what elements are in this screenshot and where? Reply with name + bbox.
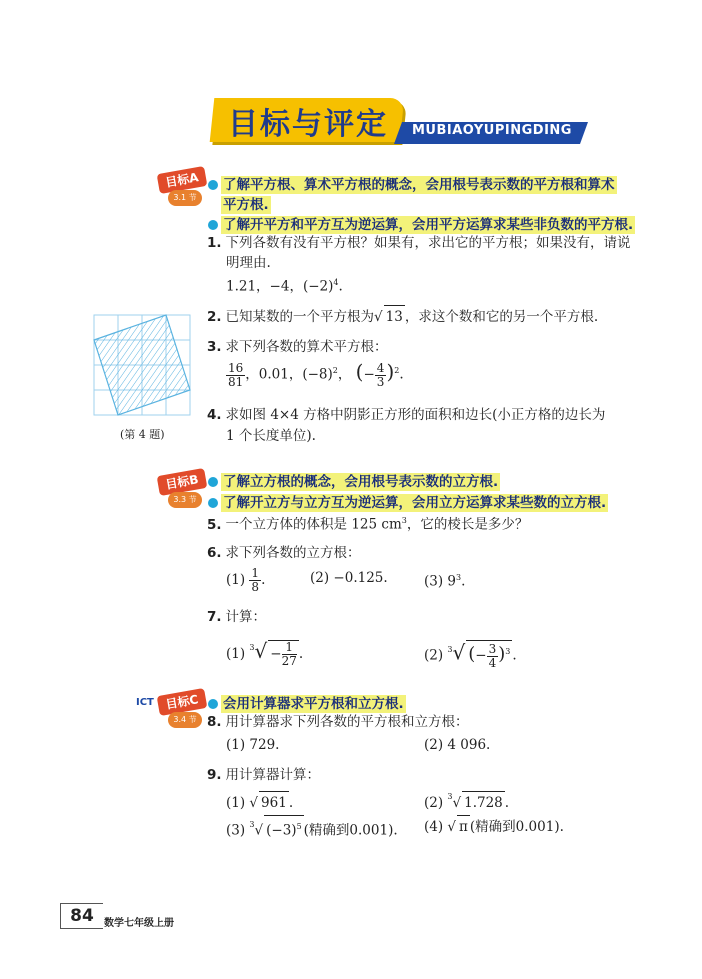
goal-a-label: 目标A [157,166,208,194]
question-5: 5. 一个立方体的体积是 125 $cm^3$，它的棱长是多少？ [207,516,529,533]
question-8-part-1: (1) 729. [226,737,280,753]
question-8: 8. 用计算器求下列各数的平方根和立方根： [207,714,469,730]
question-9: 9. 用计算器计算： [207,767,321,783]
goal-c-badge [158,692,210,732]
question-9-part-2: (2) $^3$√ 1.728 . [424,791,509,816]
figure-caption: (第 4 题) [120,428,165,441]
objective-a1-cont: 平方根. [223,197,269,213]
goal-a-section: 3.1 节 [168,190,202,206]
question-2: 2. 已知某数的一个平方根为√ 13 ，求这个数和它的另一个平方根. [207,305,598,328]
section-subtitle: MUBIAOYUPINGDING [412,123,572,138]
bullet-dot-icon [208,180,218,190]
question-4: 4. 求如图 4×4 方格中阴影正方形的面积和边长(小正方格的边长为 [207,407,606,423]
goal-b-badge [158,472,210,512]
question-1: 1. 下列各数有没有平方根？如果有，求出它的平方根；如果没有，请说 [207,235,631,251]
bullet-dot-icon [208,220,218,230]
ict-icon: ICT [136,697,154,708]
question-3: 3. 求下列各数的算术平方根： [207,339,388,355]
question-9-part-4: (4) √ π (精确到0.001). [424,815,564,838]
goal-a-badge [158,170,210,210]
objective-a2: 了解开平方和平方互为逆运算，会用平方运算求某些非负数的平方根. [208,213,635,233]
bullet-dot-icon [208,699,218,709]
question-1-values: 1.21，−4，$(-2)^4$. [226,278,343,295]
objective-a1: 了解平方根、算术平方根的概念，会用根号表示数的平方根和算术 [208,173,617,193]
objective-c1: 会用计算器求平方根和立方根. [208,692,406,712]
section-title: 目标与评定 [228,107,388,142]
question-6: 6. 求下列各数的立方根： [207,545,361,561]
page-number: 84 [60,903,103,929]
goal-c-section: 3.4 节 [168,712,202,728]
book-title: 数学七年级上册 [104,918,174,929]
question-6-part-2: (2) −0.125. [310,570,388,586]
question-9-part-3: (3) $^3$√ $(-3)^5$ (精确到0.001). [226,815,398,844]
objective-b2: 了解开立方与立方互为逆运算，会用立方运算求某些数的立方根. [208,491,608,511]
question-7-part-2: (2) $^3$√ (− $\frac{3}{4}$ )$^3$ . [424,640,517,670]
bullet-dot-icon [208,498,218,508]
question-4-figure [92,313,192,417]
question-3-values: $\frac{16}{81}$ ，0.01，$(-8)^2$， (− $\frac{4}{3}$ )$^2$. [228,359,404,389]
question-9-part-1: (1) √ 961 . [226,791,293,814]
question-1-cont: 明理由. [226,255,271,271]
question-7: 7. 计算： [207,609,267,625]
question-7-part-1: (1) $^3$√ − $\frac{1}{27}$ . [226,639,304,668]
goal-c-label: 目标C [157,688,208,716]
question-6-part-1: (1) $\frac{1}{8}$ . [226,566,266,594]
goal-b-label: 目标B [157,468,208,496]
bullet-dot-icon [208,477,218,487]
objective-b1: 了解立方根的概念，会用根号表示数的立方根. [208,470,500,490]
question-6-part-3: (3) $9^3$. [424,573,466,590]
goal-b-section: 3.3 节 [168,492,202,508]
question-8-part-2: (2) 4 096. [424,737,491,753]
question-4-cont: 1 个长度单位). [226,428,316,444]
